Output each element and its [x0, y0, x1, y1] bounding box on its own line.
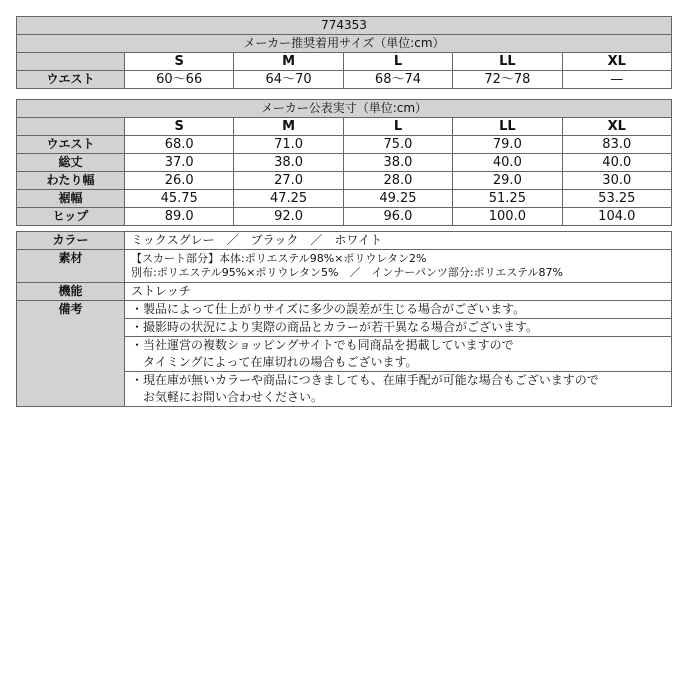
corner-cell [17, 118, 125, 136]
material-value [125, 250, 672, 283]
table-cell: 92.0 [234, 208, 343, 226]
material-label: 素材 [17, 250, 125, 283]
table-cell: 83.0 [562, 136, 671, 154]
table-cell: 64〜70 [234, 71, 343, 89]
recommended-size-title: メーカー推奨着用サイズ（単位:cm） [17, 35, 672, 53]
table-row [17, 71, 672, 89]
table-cell: 38.0 [234, 154, 343, 172]
table-cell: 53.25 [562, 190, 671, 208]
table-cell: 100.0 [453, 208, 562, 226]
function-label: 機能 [17, 283, 125, 301]
table-cell: 26.0 [125, 172, 234, 190]
notes-row [17, 301, 672, 319]
note-item [125, 301, 672, 319]
material-row [17, 250, 672, 283]
table-cell: 72〜78 [453, 71, 562, 89]
table-row [17, 208, 672, 226]
table-cell: 71.0 [234, 136, 343, 154]
table-row [17, 154, 672, 172]
measured-size-table [16, 99, 672, 226]
table-row [17, 136, 672, 154]
note-item [125, 337, 672, 372]
row-label: ウエスト [17, 136, 125, 154]
table-cell: 68.0 [125, 136, 234, 154]
table-cell: 45.75 [125, 190, 234, 208]
table-cell: 40.0 [562, 154, 671, 172]
size-header-row [17, 118, 672, 136]
note-line: ・撮影時の状況により実際の商品とカラーが若干異なる場合がございます。 [131, 320, 539, 334]
color-row [17, 232, 672, 250]
size-m: M [234, 53, 343, 71]
table-cell: 38.0 [343, 154, 452, 172]
material-line: 別布:ポリエステル95%×ポリウレタン5% ／ インナーパンツ部分:ポリエステル87% [131, 266, 564, 279]
size-s: S [125, 53, 234, 71]
size-ll: LL [453, 53, 562, 71]
row-label: わたり幅 [17, 172, 125, 190]
table-cell: 30.0 [562, 172, 671, 190]
function-value: ストレッチ [125, 283, 672, 301]
note-item [125, 372, 672, 407]
size-header-row [17, 53, 672, 71]
table-cell: 79.0 [453, 136, 562, 154]
table-cell: 51.25 [453, 190, 562, 208]
note-item [125, 319, 672, 337]
color-value: ミックスグレー ／ ブラック ／ ホワイト [125, 232, 672, 250]
table-cell: 27.0 [234, 172, 343, 190]
recommended-size-table [16, 16, 672, 89]
size-xl: XL [562, 118, 671, 136]
table-row [17, 172, 672, 190]
table-cell: 37.0 [125, 154, 234, 172]
function-row [17, 283, 672, 301]
note-line: ・当社運営の複数ショッピングサイトでも同商品を掲載していますので [131, 338, 514, 352]
color-label: カラー [17, 232, 125, 250]
table-cell: 89.0 [125, 208, 234, 226]
material-line: 【スカート部分】本体:ポリエステル98%×ポリウレタン2% [131, 252, 427, 265]
table-cell: 28.0 [343, 172, 452, 190]
table-cell: — [562, 71, 671, 89]
note-line: タイミングによって在庫切れの場合もございます。 [131, 355, 418, 369]
row-label: ウエスト [17, 71, 125, 89]
size-m: M [234, 118, 343, 136]
table-cell: 47.25 [234, 190, 343, 208]
note-line: ・現在庫が無いカラーや商品につきましても、在庫手配が可能な場合もございますので [131, 373, 599, 387]
table-cell: 75.0 [343, 136, 452, 154]
row-label: 総丈 [17, 154, 125, 172]
size-l: L [343, 53, 452, 71]
note-line: ・製品によって仕上がりサイズに多少の誤差が生じる場合がございます。 [131, 302, 526, 316]
row-label: ヒップ [17, 208, 125, 226]
table-row [17, 190, 672, 208]
measured-size-title: メーカー公表実寸（単位:cm） [17, 100, 672, 118]
table-cell: 60〜66 [125, 71, 234, 89]
table-cell: 104.0 [562, 208, 671, 226]
notes-label: 備考 [17, 301, 125, 407]
note-line: お気軽にお問い合わせください。 [131, 390, 324, 404]
size-l: L [343, 118, 452, 136]
table-cell: 49.25 [343, 190, 452, 208]
row-label: 裾幅 [17, 190, 125, 208]
size-xl: XL [562, 53, 671, 71]
table-cell: 29.0 [453, 172, 562, 190]
product-details-table [16, 231, 672, 407]
size-ll: LL [453, 118, 562, 136]
table-cell: 96.0 [343, 208, 452, 226]
size-s: S [125, 118, 234, 136]
product-code: 774353 [17, 17, 672, 35]
table-cell: 40.0 [453, 154, 562, 172]
table-cell: 68〜74 [343, 71, 452, 89]
corner-cell [17, 53, 125, 71]
